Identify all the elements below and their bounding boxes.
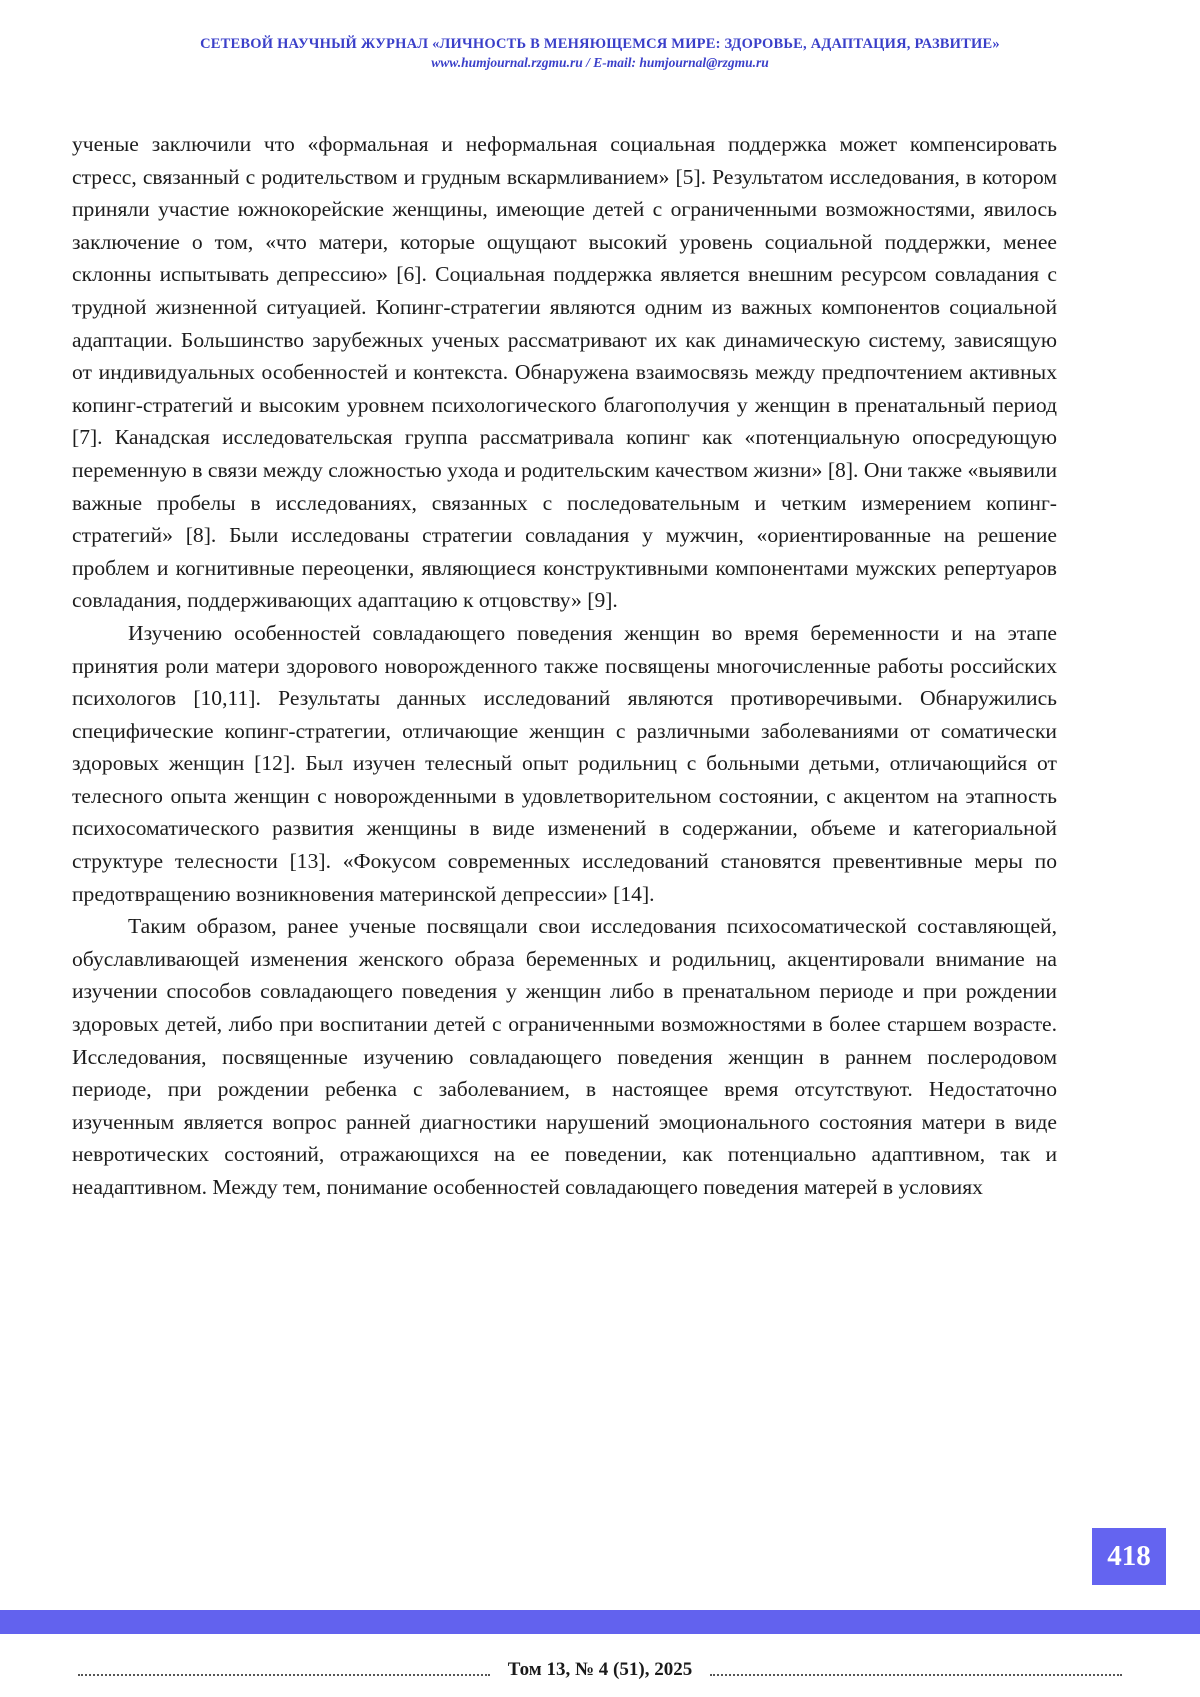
page-number-badge: 418 xyxy=(1092,1528,1166,1585)
footer xyxy=(78,1656,1122,1684)
issue-info: Том 13, № 4 (51), 2025 xyxy=(507,1659,693,1680)
paragraph-conclusion: Таким образом, ранее ученые посвящали свои исследования психосоматической составляющей, обуславливающей изменения женского образа беременных и родильниц, акцентировали внимание на изучении способов совладающего поведения у женщин либо в пренатальном периоде и при рождении здоровых детей, либо при воспитании детей с ограниченными возможностями в более старшем возрасте. Исследования, посвященные изучению совладающего поведения женщин в раннем послеродовом периоде, при рождении ребенка с заболеванием, в настоящее время отсутствуют. Недостаточно изученным является вопрос ранней диагностики нарушений эмоционального состояния матери в виде невротических состояний, отражающихся на ее поведении, как потенциально адаптивном, так и неадаптивном. Между тем, понимание особенностей совладающего поведения матерей в условиях xyxy=(72,914,1057,1199)
journal-title: СЕТЕВОЙ НАУЧНЫЙ ЖУРНАЛ «ЛИЧНОСТЬ В МЕНЯЮЩЕМСЯ МИРЕ: ЗДОРОВЬЕ, АДАПТАЦИЯ, РАЗВИТИЕ» xyxy=(200,36,1000,52)
paragraph-russian-studies: Изучению особенностей совладающего поведения женщин во время беременности и на этапе принятия роли матери здорового новорожденного также посвящены многочисленные работы российских психологов [10,11]. Результаты данных исследований являются противоречивыми. Обнаружились специфические копинг-стратегии, отличающие женщин с различными заболеваниями от соматически здоровых женщин [12]. Был изучен телесный опыт родильниц с больными детьми, отличающийся от телесного опыта женщин с новорожденными в удовлетворительном состоянии, с акцентом на этапность психосоматического развития женщины в виде изменений в содержании, объеме и категориальной структуре телесности [13]. «Фокусом современных исследований становятся превентивные меры по предотвращению возникновения материнской депрессии» [14]. xyxy=(72,620,1057,906)
footer-dotted-rule-left xyxy=(78,1674,490,1676)
article-body xyxy=(72,128,1057,1204)
journal-header xyxy=(0,34,1200,72)
journal-contacts: www.humjournal.rzgmu.ru / E-mail: humjournal@rzgmu.ru xyxy=(431,55,769,70)
footer-dotted-rule-right xyxy=(710,1674,1122,1676)
footer-accent-band xyxy=(0,1610,1200,1634)
paragraph-continuation: ученые заключили что «формальная и неформальная социальная поддержка может компенсировать стресс, связанный с родительством и грудным вскармливанием» [5]. Результатом исследования, в котором приняли участие южнокорейские женщины, имеющие детей с ограниченными возможностями, явилось заключение о том, «что матери, которые ощущают высокий уровень социальной поддержки, менее склонны испытывать депрессию» [6]. Социальная поддержка является внешним ресурсом совладания с трудной жизненной ситуацией. Копинг-стратегии являются одним из важных компонентов социальной адаптации. Большинство зарубежных ученых рассматривают их как динамическую систему, зависящую от индивидуальных особенностей и контекста. Обнаружена взаимосвязь между предпочтением активных копинг-стратегий и высоким уровнем психологического благополучия у женщин в пренатальный период [7]. Канадская исследовательская группа рассматривала копинг как «потенциальную опосредующую переменную в связи между сложностью ухода и родительским качеством жизни» [8]. Они также «выявили важные пробелы в исследованиях, связанных с последовательным и четким измерением копинг-стратегий» [8]. Были исследованы стратегии совладания у мужчин, «ориентированные на решение проблем и когнитивные переоценки, являющиеся конструктивными компонентами мужских репертуаров совладания, поддерживающих адаптацию к отцовству» [9]. xyxy=(72,132,1057,613)
